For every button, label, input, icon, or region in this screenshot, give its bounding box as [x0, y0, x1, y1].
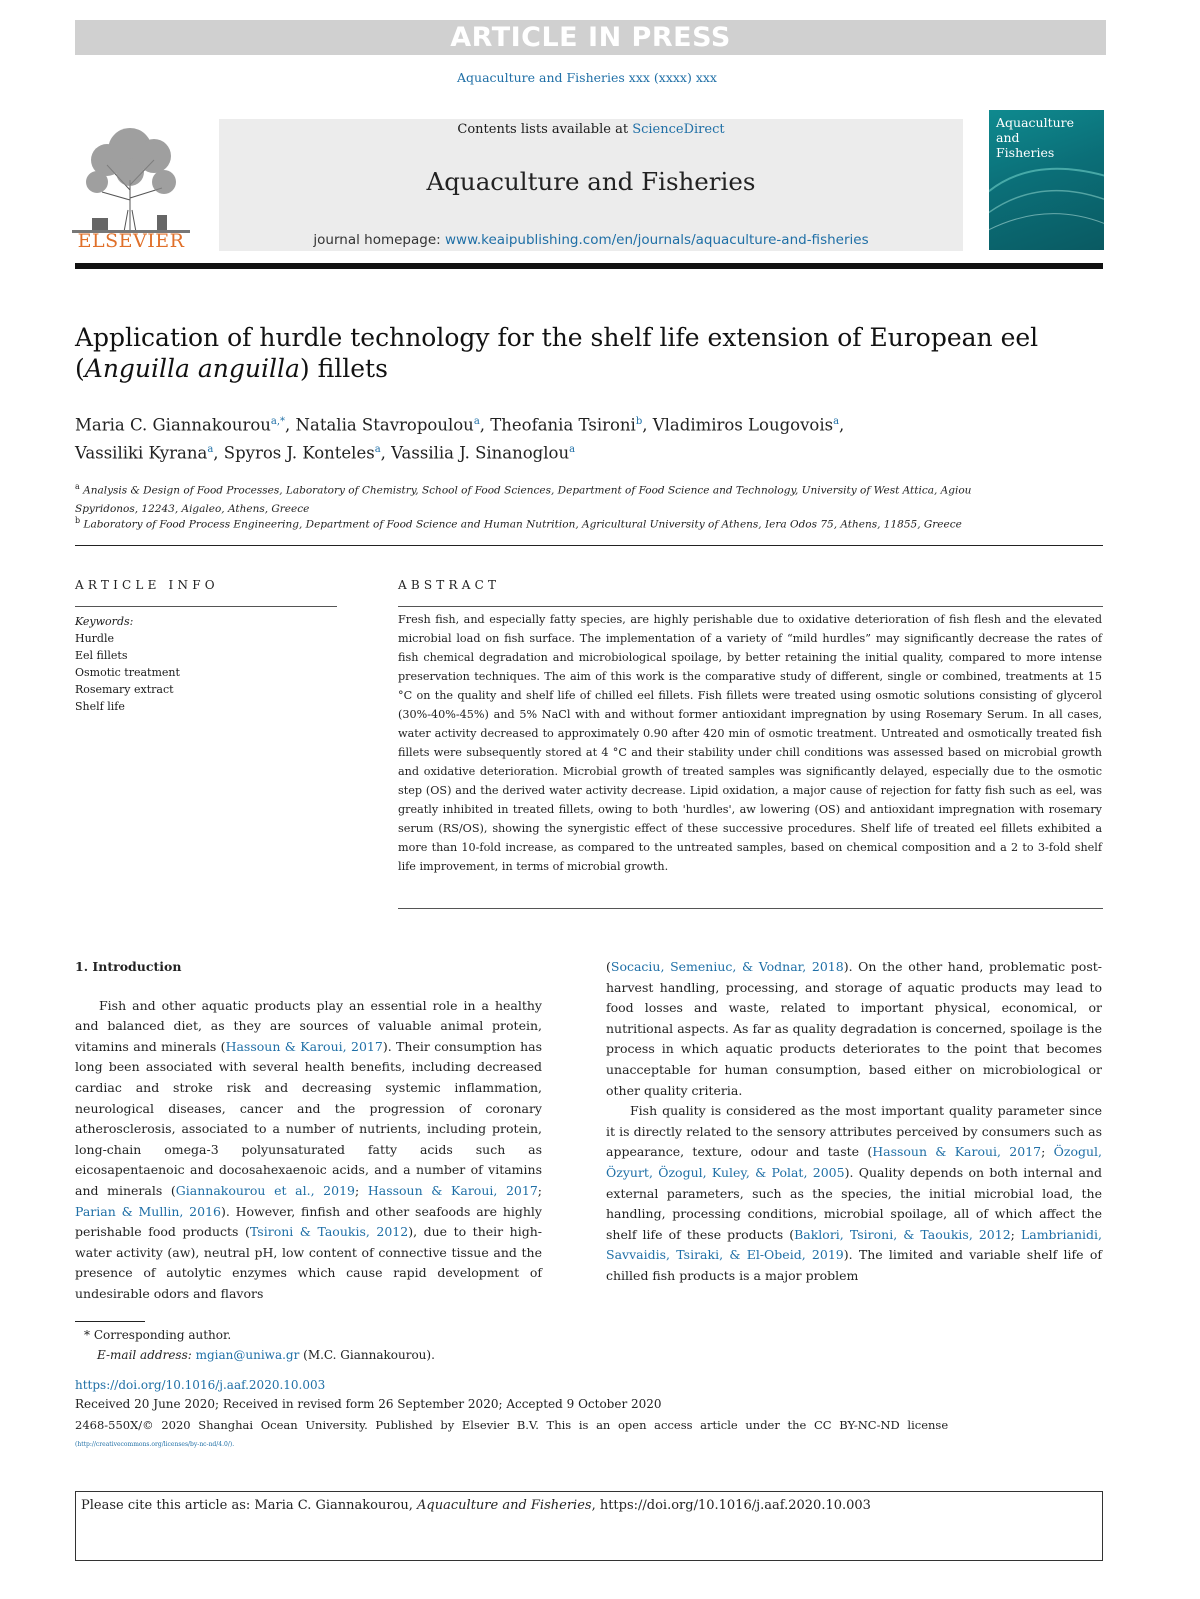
abstract-rule — [398, 606, 1103, 607]
abstract-label: ABSTRACT — [398, 578, 501, 592]
doi-link[interactable]: https://doi.org/10.1016/j.aaf.2020.10.003 — [75, 1378, 326, 1392]
citation-link[interactable]: Özogul, Özyurt, Özogul, Kuley, & Polat, 2005 — [606, 1144, 1103, 1180]
article-info-rule — [75, 606, 337, 607]
citation-link[interactable]: Giannakourou et al., 2019 — [175, 1182, 355, 1198]
citation-link[interactable]: Tsironi & Taoukis, 2012 — [249, 1224, 409, 1240]
journal-masthead — [219, 119, 963, 251]
keywords-heading: Keywords: — [75, 615, 134, 628]
intro-heading: 1. Introduction — [75, 959, 182, 974]
keyword: Shelf life — [75, 700, 125, 713]
author-name[interactable]: Vassilia J. Sinanoglou — [391, 443, 570, 462]
cover-title: Aquaculture and Fisheries — [996, 115, 1075, 160]
intro-paragraph-2: (Socaciu, Semeniuc, & Vodnar, 2018). On the other hand, problematic post-harvest handling, processing, and storage of aquatic products may lead to food losses and waste, related to important physical, economical, or nutritional aspects. As far as quality degradation is concerned, spoilage is the process in which aquatic products deteriorates to the point that becomes unacceptable for human consumption, based either on microbiological or other quality criteria. — [606, 959, 1102, 1098]
intro-paragraph-3: Fish quality is considered as the most important quality parameter since it is directly related to the sensory attributes perceived by consumers such as appearance, texture, odour and taste (Hassoun & Karoui, 2017; Özogul, Özyurt, Özogul, Kuley, & Polat, 2005). Quality depends on both internal and external parameters, such as the species, the initial microbial load, the handling, processing conditions, microbial spoilage, all of which affect the shelf life of these products (Baklori, Tsironi, & Taoukis, 2012; Lambrianidi, Savvaidis, Tsiraki, & El-Obeid, 2019). The limited and variable shelf life of chilled fish products is a major problem — [606, 1103, 1103, 1283]
elsevier-wordmark: ELSEVIER — [77, 230, 185, 252]
affiliation-rule — [75, 545, 1103, 546]
author-name[interactable]: Theofania Tsironi — [490, 415, 636, 435]
header-rule — [75, 263, 1103, 269]
author-name[interactable]: Vassiliki Kyrana — [75, 443, 208, 462]
author-list: Maria C. Giannakourou$^{a,*}$, Natalia Stavropoulou$^a$, Theofania Tsironi$^b$, Vladimiros Lougovois$^a$, Vassiliki Kyrana$^a$, Spyros J. Konteles$^a$, Vassilia J. Sinanoglou$^a$ — [75, 415, 845, 462]
journal-cover-image — [989, 110, 1104, 250]
citation-link[interactable]: Hassoun & Karoui, 2017 — [367, 1182, 538, 1198]
tree-icon — [72, 120, 190, 235]
article-info-label: ARTICLE INFO — [75, 578, 219, 592]
citation-link[interactable]: Hassoun & Karoui, 2017 — [225, 1038, 383, 1054]
cite-text: Please cite this article as: Maria C. Giannakourou, Aquaculture and Fisheries, https://doi.org/10.1016/j.aaf.2020.10.003 — [81, 1498, 871, 1513]
abstract-text: Fresh fish, and especially fatty species, are highly perishable due to oxidative deterioration of fish flesh and the elevated microbial load on fish surface. The implementation of a variety of “mild hurdles” may significantly decrease the rates of fish chemical degradation and microbiological spoilage, by better retaining the initial quality, compared to more intense preservation techniques. The aim of this work is the comparative study of different, single or combined, treatments at 15 °C on the quality and shelf life of chilled eel fillets. Fish fillets were treated using osmotic solutions consisting of glycerol (30%-40%-45%) and 5% NaCl with and without former antioxidant impregnation by using Rosemary Serum. In all cases, water activity decreased to approximately 0.90 after 420 min of osmotic treatment. Untreated and osmotically treated fish fillets were subsequently stored at 4 °C and their stability under chill conditions was assessed based on microbial growth and oxidative deterioration. Microbial growth of treated samples was significantly delayed, especially due to the osmotic step (OS) and the derived water activity decrease. Lipid oxidation, a major cause of rejection for fatty fish such as eel, was greatly inhibited in treated fillets, owing to both 'hurdles', aw lowering (OS) and antioxidant impregnation with rosemary serum (RS/OS), showing the synergistic effect of these successive procedures. Shelf life of treated eel fillets exhibited a more than 10-fold increase, as compared to the untreated samples, based on chemical composition and a 2 to 3-fold shelf life improvement, in terms of microbial growth. — [398, 613, 1102, 873]
citation-link[interactable]: Parian & Mullin, 2016 — [75, 1203, 221, 1219]
citation-link[interactable]: Lambrianidi, Savvaidis, Tsiraki, & El-Obeid, 2019 — [606, 1226, 1103, 1263]
keywords-list — [75, 613, 335, 715]
copyright-line: 2468-550X/© 2020 Shanghai Ocean University. Published by Elsevier B.V. This is an open access article under the CC BY-NC-ND license — [75, 1418, 949, 1432]
sciencedirect-link[interactable]: ScienceDirect — [632, 122, 725, 137]
received-dates: Received 20 June 2020; Received in revised form 26 September 2020; Accepted 9 October 2020 — [75, 1397, 662, 1411]
corresponding-author-note: * Corresponding author. — [84, 1328, 232, 1342]
intro-left-column — [75, 957, 542, 1305]
email-link[interactable]: mgian@uniwa.gr — [195, 1348, 300, 1362]
elsevier-logo — [72, 120, 190, 255]
journal-citation-line[interactable]: Aquaculture and Fisheries xxx (xxxx) xxx — [457, 70, 717, 85]
intro-right-column — [606, 957, 1102, 1287]
intro-paragraph-1: Fish and other aquatic products play an essential role in a healthy and balanced diet, as they are sources of valuable animal protein, vitamins and minerals (Hassoun & Karoui, 2017). Their consumption has long been associated with several health benefits, including decreased cardiac and stroke risk and decreasing systemic inflammation, neurological diseases, cancer and the progression of coronary atherosclerosis, associated to a number of nutrients, including protein, long-chain omega-3 polyunsaturated fatty acids such as eicosapentaenoic and docosahexaenoic acids, and a number of vitamins and minerals (Giannakourou et al., 2019; Hassoun & Karoui, 2017; Parian & Mullin, 2016). However, finfish and other seafoods are highly perishable food products (Tsironi & Taoukis, 2012), due to their high-water activity (aw), neutral pH, low content of connective tissue and the presence of autolytic enzymes which cause rapid development of undesirable odors and flavors — [75, 997, 543, 1301]
contents-line: Contents lists available at ScienceDirect — [457, 122, 725, 137]
citation-link[interactable]: Baklori, Tsironi, & Taoukis, 2012 — [794, 1226, 1011, 1242]
article-title: Application of hurdle technology for the shelf life extension of European eel (Anguilla anguilla) fillets — [75, 323, 1039, 383]
author-name[interactable]: Vladimiros Lougovois — [652, 415, 834, 435]
keyword: Eel fillets — [75, 649, 128, 662]
cite-this-article-box — [75, 1491, 1103, 1561]
article-in-press-banner: ARTICLE IN PRESS — [75, 20, 1106, 55]
citation-link[interactable]: Hassoun & Karoui, 2017 — [872, 1144, 1042, 1160]
license-link[interactable]: (http://creativecommons.org/licenses/by-nc-nd/4.0/). — [75, 1441, 235, 1448]
affiliation-b: $^b$ Laboratory of Food Process Engineering, Department of Food Science and Human Nutrition, Agricultural University of Athens, Iera Odos 75, Athens, 11855, Greece — [75, 516, 962, 531]
keyword: Hurdle — [75, 632, 115, 645]
journal-homepage: journal homepage: www.keaipublishing.com/en/journals/aquaculture-and-fisheries — [313, 232, 869, 248]
email-note: E-mail address: mgian@uniwa.gr (M.C. Giannakourou). — [97, 1348, 435, 1362]
footnote-rule — [75, 1321, 145, 1322]
citation-link[interactable]: Socaciu, Semeniuc, & Vodnar, 2018 — [610, 959, 844, 974]
keyword: Osmotic treatment — [75, 666, 180, 679]
keyword: Rosemary extract — [75, 683, 174, 696]
homepage-link[interactable]: www.keaipublishing.com/en/journals/aquaculture-and-fisheries — [444, 232, 869, 248]
affiliation-a: $^a$ Analysis & Design of Food Processes, Laboratory of Chemistry, School of Food Sciences, Department of Food Science and Technology, University of West Attica, Agiou Spyridonos, 12243, Aigaleo, Athens, Greece — [75, 482, 972, 515]
author-name[interactable]: Natalia Stavropoulou — [295, 415, 474, 435]
journal-title: Aquaculture and Fisheries — [426, 167, 756, 196]
author-name[interactable]: Spyros J. Konteles — [223, 443, 375, 462]
author-name[interactable]: Maria C. Giannakourou — [75, 415, 271, 435]
abstract-bottom-rule — [398, 908, 1103, 909]
